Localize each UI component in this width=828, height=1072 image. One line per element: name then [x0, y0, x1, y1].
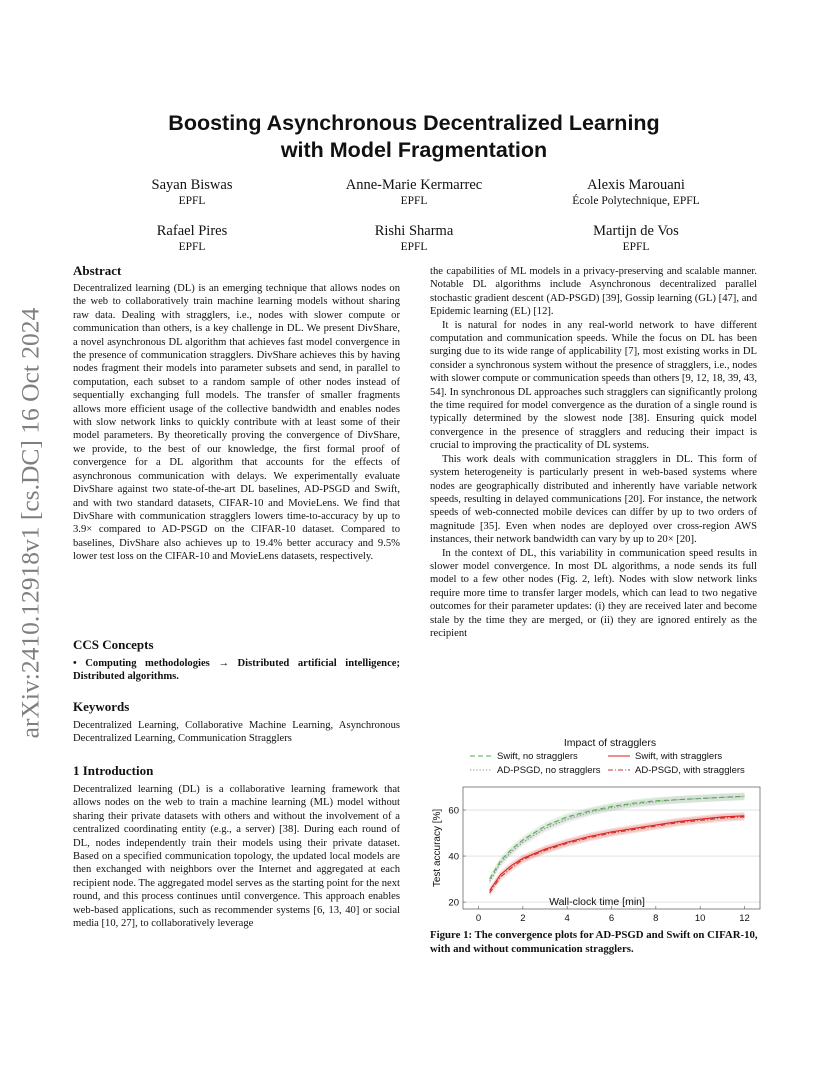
chart-series	[490, 793, 745, 897]
author-affiliation: EPFL	[400, 241, 428, 253]
x-tick-label: 6	[608, 913, 615, 924]
abstract-body	[73, 282, 400, 564]
abstract-heading: Abstract	[73, 263, 122, 278]
x-tick-label: 8	[653, 913, 659, 924]
chart-legend	[470, 751, 745, 776]
y-tick-label: 60	[448, 805, 459, 817]
x-tick-label: 4	[564, 913, 570, 924]
series-band	[490, 812, 745, 894]
author-affiliation: EPFL	[400, 195, 428, 207]
x-tick-label: 2	[520, 913, 526, 924]
y-axis-label: Test accuracy [%]	[432, 808, 443, 888]
x-tick-label: 0	[475, 913, 482, 924]
abstract-text: Decentralized learning (DL) is an emerging technique that allows nodes on the web to collaboratively train machine learning models without sharing raw data. Dealing with stragglers, i.e., nodes with slower compute or communication than others, is a key challenge in DL. We present DivShare, a novel asynchronous DL algorithm that achieves fast model convergence in the presence of communication stragglers. DivShare achieves this by having nodes fragment their models into parameter subsets and send, in parallel to computation, each subset to a random sample of other nodes instead of sequentially exchanging full models. The transfer of smaller fragments allows more efficient usage of the collective bandwidth and enables nodes with slow network links to quickly contribute with at least some of their model parameters. By theoretically proving the convergence of DivShare, we provide, to the best of our knowledge, the first formal proof of convergence for a DL algorithm that accounts for the effects of asynchronous communication with delays. We experimentally evaluate DivShare against two state-of-the-art DL baselines, AD-PSGD and Swift, and with two standard datasets, CIFAR-10 and MovieLens. We find that DivShare with communication stragglers lowers time-to-accuracy by up to 3.9× compared to AD-PSGD on the CIFAR-10 dataset. Compared to baselines, DivShare also achieves up to 19.4% better accuracy and 9.5% lower test loss on the CIFAR-10 and MovieLens datasets, respectively.	[73, 283, 400, 563]
author-name: Anne-Marie Kermarrec	[345, 177, 483, 193]
y-tick-label: 20	[448, 897, 459, 909]
paragraph: In the context of DL, this variability in communication speed results in slower model convergence. In most DL algorithms, a node sends its full model to a few other nodes (Fig. 2, left). Nodes with slow network links require more time to transfer larger models, which can lead to two negative outcomes for their parameter updates: (i) they are received later and become stale by the time they are merged, or (ii) they are ignored entirely as the recipient	[430, 547, 757, 639]
arxiv-identifier: arXiv:2410.12918v1 [cs.DC] 16 Oct 2024	[15, 307, 44, 739]
legend-label: AD-PSGD, no stragglers	[497, 765, 601, 776]
author-affiliation: EPFL	[178, 241, 206, 253]
y-tick-label: 40	[448, 851, 459, 863]
author-block	[506, 176, 766, 209]
figure-caption: Figure 1: The convergence plots for AD-PSGD and Swift on CIFAR-10, with and without communication stragglers.	[430, 929, 758, 955]
introduction-body	[73, 783, 400, 930]
author-block	[506, 222, 766, 255]
right-column-text	[430, 265, 757, 640]
author-block	[62, 176, 322, 209]
author-block	[284, 222, 544, 255]
author-name: Martijn de Vos	[593, 223, 679, 239]
chart-title: Impact of stragglers	[563, 737, 657, 749]
author-name: Sayan Biswas	[151, 177, 233, 193]
legend-label: Swift, with stragglers	[635, 751, 723, 762]
convergence-chart	[428, 732, 768, 924]
section-heading-introduction: 1 Introduction	[73, 763, 154, 778]
author-affiliation: EPFL	[622, 241, 650, 253]
title-line-1: Boosting Asynchronous Decentralized Learning	[168, 111, 660, 135]
title-line-2: with Model Fragmentation	[280, 138, 548, 162]
author-name: Alexis Marouani	[587, 177, 685, 193]
ccs-heading: CCS Concepts	[73, 637, 154, 652]
paragraph: the capabilities of ML models in a privacy-preserving and scalable manner. Notable DL algorithms include Asynchronous decentralized parallel stochastic gradient descent (AD-PSGD) [39], Gossip learning (GL) [47], and Epidemic learning (EL) [12].	[430, 266, 757, 318]
author-name: Rafael Pires	[156, 223, 228, 239]
author-block	[62, 222, 322, 255]
ccs-body	[73, 657, 400, 684]
x-tick-label: 10	[694, 913, 706, 924]
ccs-text: • Computing methodologies → Distributed artificial intelligence; Distributed algorithms.	[73, 658, 400, 683]
paper-title	[0, 110, 828, 164]
keywords-heading: Keywords	[73, 699, 130, 714]
series-band	[490, 813, 745, 896]
paragraph: This work deals with communication stragglers in DL. This form of system heterogeneity is particularly present in web-based systems where nodes are geographically distributed and inherently have variable network speeds, resulting in delayed communications [20]. For instance, the network speeds of web-connected mobile devices can differ by up to two orders of magnitude [35]. Even when nodes are deployed over cross-region AWS instances, their network bandwidth can vary by up to 20× [20].	[430, 453, 757, 546]
author-affiliation: École Polytechnique, EPFL	[572, 195, 700, 207]
legend-label: AD-PSGD, with stragglers	[635, 765, 745, 776]
author-block	[284, 176, 544, 209]
author-name: Rishi Sharma	[374, 223, 454, 239]
x-tick-label: 12	[739, 913, 750, 924]
author-affiliation: EPFL	[178, 195, 206, 207]
introduction-text: Decentralized learning (DL) is a collaborative learning framework that allows nodes on the web to train a machine learning (ML) model without sharing their private datasets with others and without the involvement of a centralized coordinating entity (e.g., a server) [38]. During each round of DL, nodes independently train their models using their private dataset. Based on a specified communication topology, the updated local models are then exchanged with neighbors over the Internet and aggregated at each recipient node. The aggregated model serves as the starting point for the next round, and this process continues until convergence. This approach enables web-based applications, such as recommender systems [6, 13, 40] or social media [10, 27], to collaboratively leverage	[73, 784, 400, 930]
keywords-body	[73, 719, 400, 746]
y-axis-ticks	[448, 806, 466, 909]
x-axis-label: Wall-clock time [min]	[549, 896, 645, 908]
legend-label: Swift, no stragglers	[497, 751, 578, 762]
keywords-text: Decentralized Learning, Collaborative Machine Learning, Asynchronous Decentralized Learning, Communication Stragglers	[73, 720, 400, 745]
paragraph: It is natural for nodes in any real-world network to have different computation and communication speeds. While the focus on DL has been surging due to its wide range of applicability [7], most existing works in DL consider a synchronous system without the presence of stragglers, i.e., nodes with slower compute or communication speeds than others [9, 12, 18, 39, 43, 54]. In synchronous DL approaches such stragglers can significantly prolong the time required for model convergence as the duration of a single round is typically determined by the slowest node [38]. Ensuring quick model convergence in the presence of stragglers and reducing their impact is crucial to improving the practicality of DL systems.	[430, 319, 757, 452]
